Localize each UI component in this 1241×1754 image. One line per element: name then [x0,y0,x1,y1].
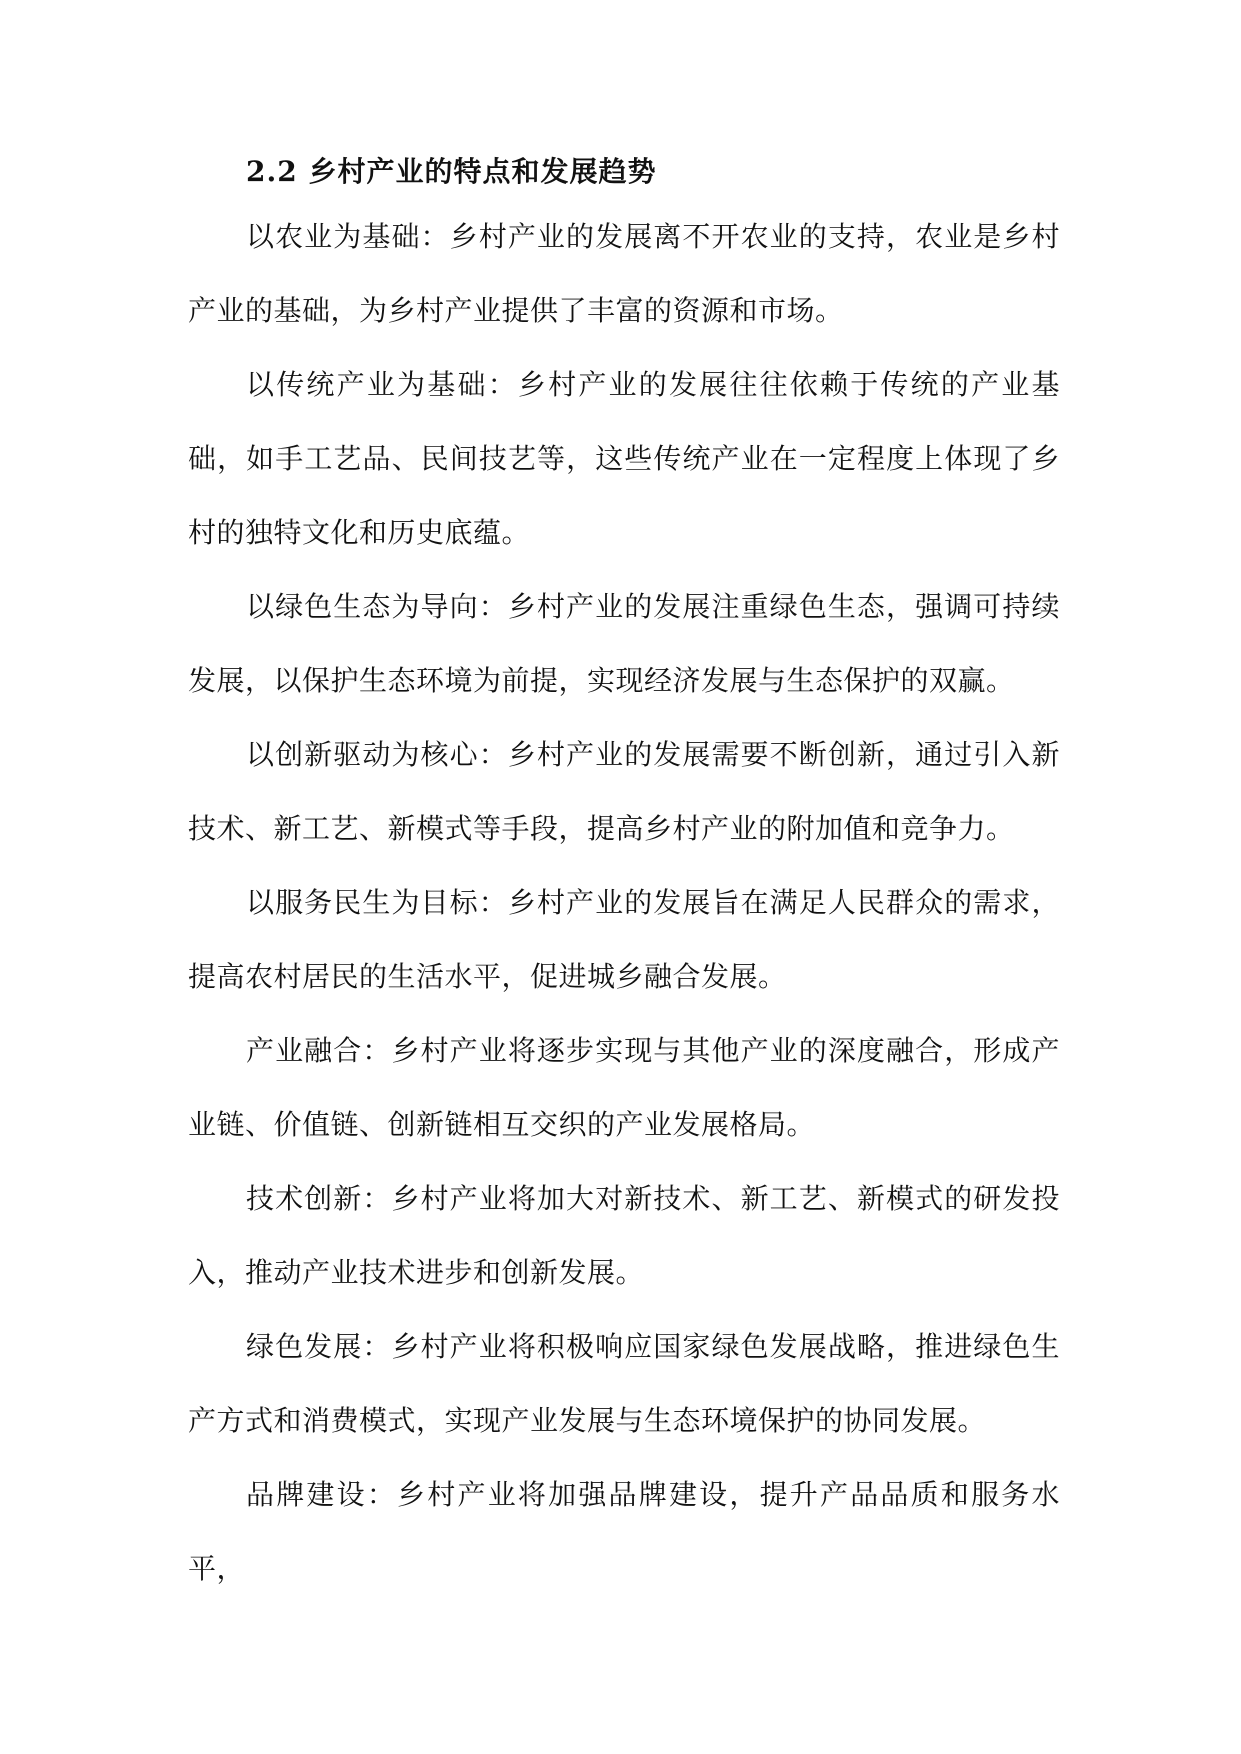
paragraph-green-ecology: 以绿色生态为导向：乡村产业的发展注重绿色生态，强调可持续发展，以保护生态环境为前提，实现经济发展与生态保护的双赢。 [188,590,1060,697]
paragraph-green-development: 绿色发展：乡村产业将积极响应国家绿色发展战略，推进绿色生产方式和消费模式，实现产业发展与生态环境保护的协同发展。 [188,1330,1060,1437]
document-body [188,152,1060,1606]
paragraph-agriculture-basis: 以农业为基础：乡村产业的发展离不开农业的支持，农业是乡村产业的基础，为乡村产业提供了丰富的资源和市场。 [188,220,1060,327]
paragraph-industry-integration: 产业融合：乡村产业将逐步实现与其他产业的深度融合，形成产业链、价值链、创新链相互交织的产业发展格局。 [188,1034,1060,1141]
paragraph-serve-livelihood: 以服务民生为目标：乡村产业的发展旨在满足人民群众的需求，提高农村居民的生活水平，促进城乡融合发展。 [188,886,1060,993]
section-heading: 2.2 乡村产业的特点和发展趋势 [246,155,657,188]
paragraph-innovation-driven: 以创新驱动为核心：乡村产业的发展需要不断创新，通过引入新技术、新工艺、新模式等手段，提高乡村产业的附加值和竞争力。 [188,738,1060,845]
paragraph-traditional-industry: 以传统产业为基础：乡村产业的发展往往依赖于传统的产业基础，如手工艺品、民间技艺等，这些传统产业在一定程度上体现了乡村的独特文化和历史底蕴。 [188,368,1060,549]
paragraph-technology-innovation: 技术创新：乡村产业将加大对新技术、新工艺、新模式的研发投入，推动产业技术进步和创新发展。 [188,1182,1060,1289]
paragraph-brand-building: 品牌建设：乡村产业将加强品牌建设，提升产品品质和服务水平， [188,1478,1060,1585]
